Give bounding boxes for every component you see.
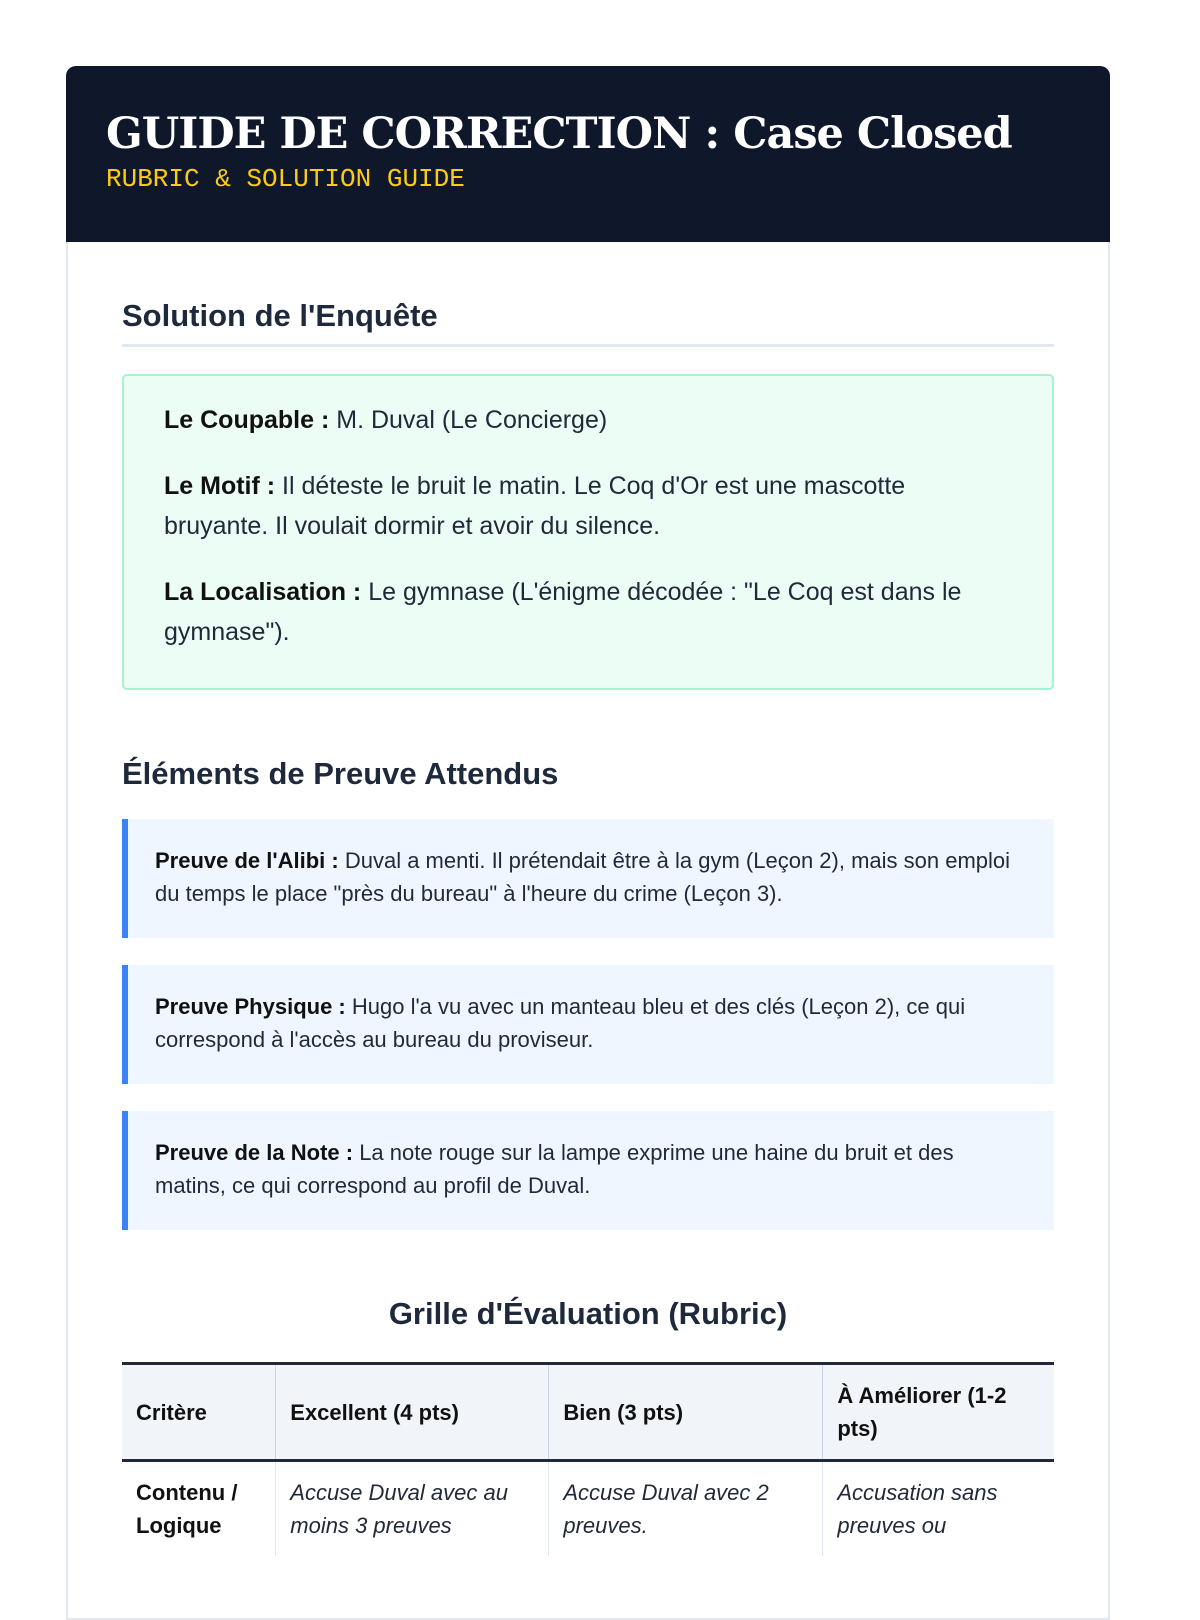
solution-location: La Localisation : Le gymnase (L'énigme décodée : "Le Coq est dans le gymnase"). xyxy=(164,578,962,646)
rubric-heading: Grille d'Évaluation (Rubric) xyxy=(388,1296,788,1331)
evidence-alibi: Preuve de l'Alibi : Duval a menti. Il prétendait être à la gym (Leçon 2), mais son emploi du temps le place "près du bureau" à l'heure du crime (Leçon 3). xyxy=(122,819,1054,938)
rubric-table xyxy=(122,1362,1054,1556)
table-cell: Accusation sans preuves ou xyxy=(823,1461,1054,1557)
evidence-physical: Preuve Physique : Hugo l'a vu avec un manteau bleu et des clés (Leçon 2), ce qui correspond à l'accès au bureau du proviseur. xyxy=(122,965,1054,1084)
page-subtitle: RUBRIC & SOLUTION GUIDE xyxy=(106,164,465,194)
evidence-note: Preuve de la Note : La note rouge sur la lampe exprime une haine du bruit et des matins, ce qui correspond au profil de Duval. xyxy=(122,1111,1054,1230)
column-header: Bien (3 pts) xyxy=(549,1364,823,1461)
table-row xyxy=(122,1461,1054,1557)
page-header xyxy=(66,66,1110,242)
table-cell: Accuse Duval avec au moins 3 preuves xyxy=(276,1461,549,1557)
solution-motive: Le Motif : Il déteste le bruit le matin. Le Coq d'Or est une mascotte bruyante. Il voulait dormir et avoir du silence. xyxy=(164,472,906,540)
guide-card xyxy=(66,66,1110,1620)
column-header: Excellent (4 pts) xyxy=(276,1364,549,1461)
solution-culprit: Le Coupable : M. Duval (Le Concierge) xyxy=(164,406,608,434)
table-cell: Contenu / Logique xyxy=(136,1480,238,1538)
table-cell: Accuse Duval avec 2 preuves. xyxy=(549,1461,823,1557)
column-header: À Améliorer (1-2 pts) xyxy=(823,1364,1054,1461)
solution-box xyxy=(122,374,1054,690)
column-header: Critère xyxy=(122,1364,276,1461)
solution-heading: Solution de l'Enquête xyxy=(122,298,1054,347)
table-header-row xyxy=(122,1364,1054,1461)
page-title: GUIDE DE CORRECTION : Case Closed xyxy=(106,109,1012,159)
evidence-heading: Éléments de Preuve Attendus xyxy=(122,756,559,791)
